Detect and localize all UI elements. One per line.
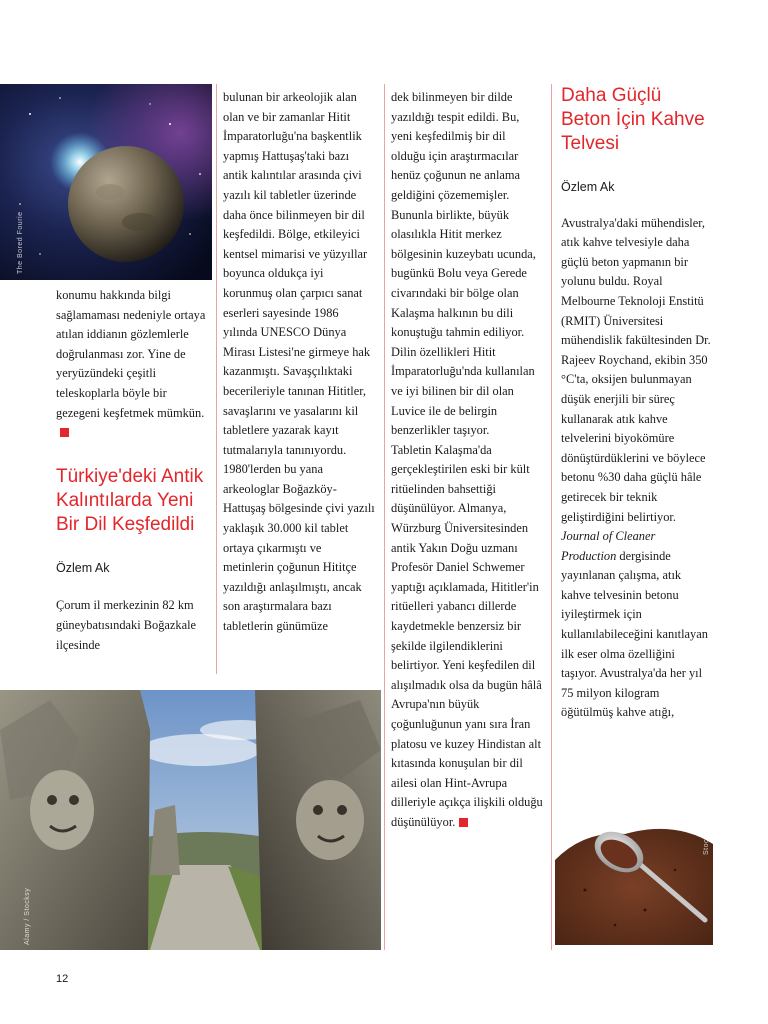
column-rule (551, 84, 552, 950)
column-2 (223, 88, 375, 637)
column-3 (391, 88, 543, 833)
body-paragraph: dek bilinmeyen bir dilde yazıldığı tespit edildi. Bu, yeni keşfedilmiş bir dil olduğu için araştırmacılar henüz çoğunun ne anlama geldiğini çözememişler. Bununla birlikte, büyük olasılıkla Hitit merkez bölgesinin kuzeybatı ucunda, bugünkü Bolu veya Gerede civarındaki bir bölge olan Kalaşma halkının bu dili konuştuğu tahmin ediliyor. Dilin özellikleri Hitit İmparatorluğu'nda kullanılan ve iyi bilinen bir dil olan Luvice ile de belirgin benzerlikler taşıyor. (391, 90, 536, 438)
column-1 (56, 286, 208, 655)
body-paragraph: Tabletin Kalaşma'da gerçekleştirilen eski bir kült ritüelinden bahsettiği düşünülüyor. Almanya, Würzburg Üniversitesinden antik Yakın Doğu uzmanı Profesör Daniel Schwemer yaptığı açıklamada, Hititler'in ritüelleri yabancı dillerde kaydetmekle benzersiz bir şekilde ilgilendiklerini belirtiyor. Yeni keşfedilen dil alışılmadık olsa da bugün hâlâ Avrupa'nın büyük çoğunluğunun yanı sıra İran platosu ve kuzey Hindistan alt kıtasında konuşulan bir dil ailesi olan Hint-Avrupa dilleriyle açıkça ilişkili olduğu düşünülüyor. (391, 442, 543, 829)
column-4 (561, 84, 713, 723)
ruins-image (0, 690, 381, 950)
body-paragraph: konumu hakkında bilgi sağlamaması nedeniyle ortaya atılan iddianın gözlemlerle doğrulanması zor. Yine de yeryüzündeki çeşitli teleskoplarla böyle bir gezegeni keşfetmek mümkün. (56, 286, 208, 443)
article-title: Daha Güçlü Beton İçin Kahve Telvesi (561, 85, 705, 154)
article-author: Özlem Ak (561, 180, 615, 194)
journal-name: Journal of Cleaner Production (561, 529, 656, 563)
page-number: 12 (56, 973, 69, 985)
column-rule (216, 84, 217, 674)
article-author: Özlem Ak (56, 560, 110, 575)
end-mark (459, 818, 468, 827)
article-title: Türkiye'deki Antik Kalıntılarda Yeni Bir Dil Keşfedildi (56, 465, 204, 535)
image-credit: The Bored Fourie (17, 211, 24, 274)
body-paragraph: bulunan bir arkeolojik alan olan ve bir zamanlar Hitit İmparatorluğu'na başkentlik yapmış Hattuşaş'taki bazı antik kalıntılar arasında çivi yazılı kil tabletler üzerinde daha önce bilinmeyen bir dil keşfedildi. Bölge, etkileyici kentsel mimarisi ve yüzyıllar boyunca oldukça iyi korunmuş olan çarpıcı sanat eserleri sayesinde 1986 yılında UNESCO Dünya Mirası Listesi'ne girmeye hak kazanmıştı. Savaşçılıktaki becerileriyle tanınan Hititler, savaşlarını ve yasalarını kil tabletlere yazarak kayıt tutmalarıyla tanınıyordu. 1980'lerden bu yana arkeologlar Boğazköy-Hattuşaş bölgesinde çivi yazılı yaklaşık 30.000 kil tablet ortaya çıkarmıştı ve metinlerin çoğunun Hititçe yazıldığı anlaşılmıştı, ancak son araştırmalara bazı tabletlerin günümüze (223, 90, 375, 634)
column-rule (384, 84, 385, 950)
body-paragraph: Çorum il merkezinin 82 km güneybatısındaki Boğazkale ilçesinde (56, 598, 197, 652)
end-mark (60, 428, 69, 437)
image-credit: Stocksy (703, 826, 710, 855)
body-paragraph: Avustralya'daki mühendisler, atık kahve telvesiyle daha güçlü beton yapmanın bir yolunu buldu. Royal Melbourne Teknoloji Enstitü (RMIT) Üniversitesi mühendislik fakültesinden Dr. Rajeev Roychand, ekibin 350 °C'ta, oksijen bulunmayan düşük enerjili bir süreç kullanarak atık kahve telvelerini biyokömüre dönüştürdüklerini ve böylece betonu %30 daha güçlü hâle getirecek bir teknik geliştirdiğini belirtiyor. Journal of Cleaner Production dergisinde yayınlanan çalışma, atık kahve telvesinin betonu iyileştirmek için kullanılabileceğini kanıtlayan ilk eser olma özelliğini taşıyor. Avustralya'da her yıl 75 milyon kilogram öğütülmüş kahve atığı, (561, 215, 711, 720)
planet-image (0, 84, 212, 280)
image-credit: Alamy / Stocksy (24, 887, 31, 945)
coffee-image (555, 800, 713, 945)
